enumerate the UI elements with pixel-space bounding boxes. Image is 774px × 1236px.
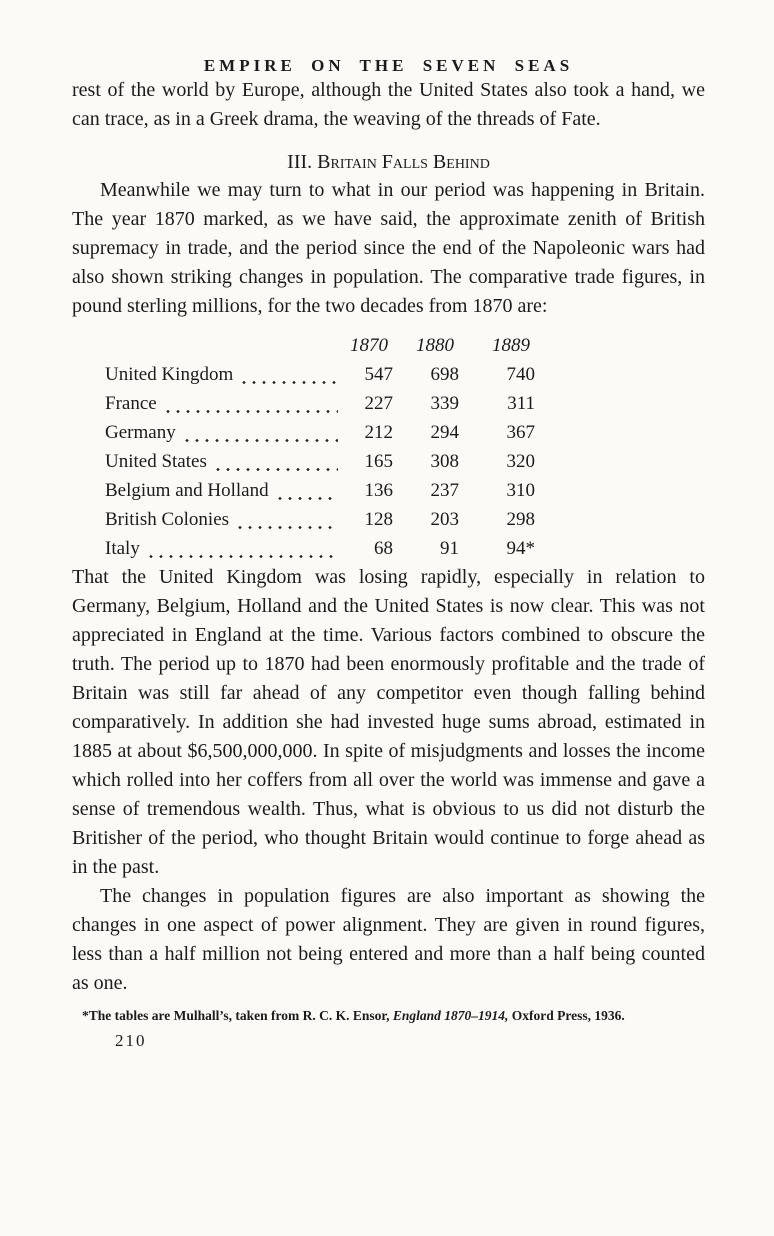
value-1870: 212	[364, 422, 393, 443]
country-label: Belgium and Holland	[105, 480, 269, 501]
paragraph-population: The changes in population figures are also important as showing the changes in one aspect of power alignment. They are given in round figures, less than a half million not being entered and more than a half being counted as one.	[72, 885, 705, 994]
dot-leader	[166, 409, 338, 414]
paragraph-analysis: That the United Kingdom was losing rapidly, especially in relation to Germany, Belgium, Holland and the United States is now clear. This was not appreciated in England at the time. Various factors combined to obscure the truth. The period up to 1870 had been enormously profitable and the trade of Britain was still far ahead of any competitor even though falling behind comparatively. In addition she had invested huge sums abroad, estimated in 1885 at about $6,500,000,000. In spite of misjudgments and losses the income which rolled into her coffers from all over the world was immense and gave a sense of tremendous wealth. Thus, what is obvious to us did not disturb the Britisher of the period, who thought Britain would continue to forge ahead as in the past.	[72, 566, 705, 878]
value-1880: 339	[430, 393, 459, 414]
value-1889: 740	[506, 364, 535, 385]
table-header-row	[105, 331, 567, 360]
row-label-cell	[105, 534, 344, 563]
dot-leader	[238, 525, 338, 530]
row-label-cell	[105, 505, 344, 534]
value-1889: 320	[506, 451, 535, 472]
dot-leader	[242, 380, 338, 385]
section-heading: III. Britain Falls Behind	[287, 151, 490, 173]
trade-figures-table	[105, 331, 567, 563]
value-1870: 165	[364, 451, 393, 472]
value-1870: 128	[364, 509, 393, 530]
value-1889: 367	[506, 422, 535, 443]
footnote-text-pre: The tables are Mulhall’s, taken from R. C. K. Ensor,	[88, 1008, 393, 1023]
country-label: France	[105, 393, 157, 414]
dot-leader	[185, 438, 338, 443]
paragraph-trade-intro: Meanwhile we may turn to what in our period was happening in Britain. The year 1870 marked, as we have said, the approximate zenith of British supremacy in trade, and the period since the end of the Napoleonic wars had also shown striking changes in population. The comparative trade figures, in pound sterling millions, for the two decades from 1870 are:	[72, 179, 705, 317]
table-row	[105, 360, 567, 389]
footnote	[72, 1007, 705, 1024]
value-1889: 311	[507, 393, 535, 414]
paragraph-continuation: rest of the world by Europe, although the United States also took a hand, we can trace, as in a Greek drama, the weaving of the threads of Fate.	[72, 79, 705, 130]
row-label-cell	[105, 360, 344, 389]
row-label-cell	[105, 447, 344, 476]
running-head: EMPIRE ON THE SEVEN SEAS	[203, 56, 574, 75]
dot-leader	[216, 467, 338, 472]
table-row	[105, 476, 567, 505]
table-header-1880: 1880	[416, 335, 454, 356]
dot-leader	[149, 554, 338, 559]
country-label: Germany	[105, 422, 176, 443]
table-row	[105, 505, 567, 534]
country-label: United Kingdom	[105, 364, 234, 385]
table-header-1870: 1870	[350, 335, 388, 356]
table-header-1889: 1889	[492, 335, 530, 356]
row-label-cell	[105, 418, 344, 447]
country-label: Italy	[105, 538, 140, 559]
value-1889: 94*	[506, 538, 535, 559]
value-1880: 237	[430, 480, 459, 501]
row-label-cell	[105, 389, 344, 418]
value-1870: 547	[364, 364, 393, 385]
dot-leader	[278, 496, 338, 501]
value-1880: 203	[430, 509, 459, 530]
country-label: British Colonies	[105, 509, 230, 530]
value-1880: 294	[430, 422, 459, 443]
footnote-text-post: Oxford Press, 1936.	[508, 1008, 625, 1023]
row-label-cell	[105, 476, 344, 505]
value-1889: 298	[506, 509, 535, 530]
value-1880: 308	[430, 451, 459, 472]
table-row	[105, 418, 567, 447]
table-row	[105, 534, 567, 563]
value-1870: 227	[364, 393, 393, 414]
value-1880: 91	[440, 538, 459, 559]
value-1880: 698	[430, 364, 459, 385]
footnote-marker: *	[82, 1008, 89, 1023]
value-1870: 136	[364, 480, 393, 501]
footnote-book-title: England 1870–1914,	[392, 1008, 509, 1023]
table-row	[105, 389, 567, 418]
value-1889: 310	[506, 480, 535, 501]
value-1870: 68	[374, 538, 393, 559]
table-row	[105, 447, 567, 476]
page-number: 210	[115, 1031, 147, 1050]
country-label: United States	[105, 451, 207, 472]
